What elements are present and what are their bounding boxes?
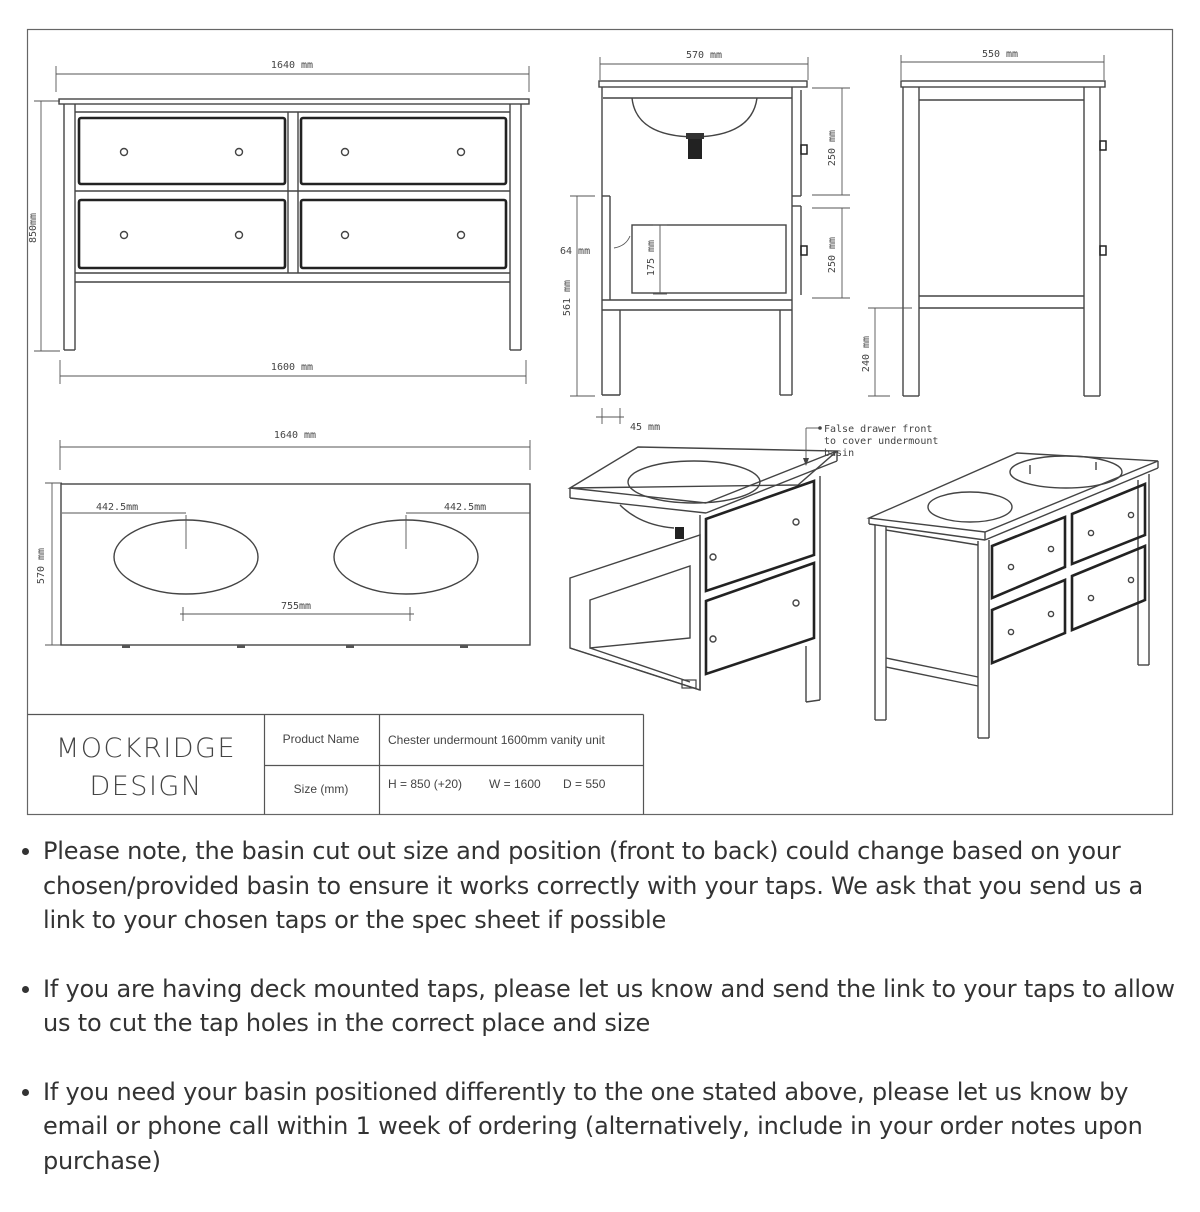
dim-basin-right-offset: 442.5mm	[444, 502, 487, 513]
side-section	[560, 50, 850, 433]
product-name-label: Product Name	[282, 732, 360, 746]
dim-side-depth: 570 mm	[685, 50, 723, 61]
drawing-frame	[28, 30, 1173, 815]
dim-plan-width: 1640 mm	[273, 430, 317, 441]
false-drawer-note-2: to cover undermount	[824, 436, 939, 447]
dim-basin-centres: 755mm	[280, 601, 312, 612]
size-label: Size (mm)	[293, 782, 349, 796]
dim-base-width: 1600 mm	[270, 362, 314, 373]
plan-view	[36, 430, 530, 648]
size-height: H = 850 (+20)	[388, 777, 463, 791]
dim-shelf-175: 175 mm	[646, 239, 657, 277]
brand-line-1: MOCKRIDGE	[55, 733, 237, 764]
title-block	[28, 715, 644, 815]
size-depth: D = 550	[563, 777, 606, 791]
note-deck-taps: If you are having deck mounted taps, please let us know and send the link to your taps to allow us to cut the tap holes in the correct place and size	[20, 972, 1185, 1041]
false-drawer-note-1: False drawer front	[824, 424, 933, 435]
false-drawer-note-3: basin	[824, 448, 855, 459]
dim-open-561: 561 mm	[562, 279, 573, 317]
dim-drawer-1: 250 mm	[827, 129, 838, 167]
dim-leg-240: 240 mm	[861, 335, 872, 373]
dim-basin-left-offset: 442.5mm	[96, 502, 139, 513]
dim-height: 850mm	[28, 212, 39, 244]
dim-plan-depth: 570 mm	[36, 547, 47, 585]
dim-leg-45: 45 mm	[630, 422, 661, 433]
note-basin-cutout: Please note, the basin cut out size and position (front to back) could change based on your chosen/provided basin to ensure it works correctly with your taps. We ask that you send us a link to your chosen taps or the spec sheet if possible	[20, 834, 1185, 938]
dim-inset-64: 64 mm	[560, 246, 591, 257]
dim-top-width: 1640 mm	[270, 60, 314, 71]
size-width: W = 1600	[489, 777, 541, 791]
full-isometric	[869, 453, 1158, 738]
product-name-value: Chester undermount 1600mm vanity unit	[388, 733, 605, 747]
brand-line-2: DESIGN	[89, 771, 203, 802]
front-elevation	[28, 60, 529, 384]
dim-drawer-2: 250 mm	[827, 236, 838, 274]
cutaway-isometric	[570, 424, 938, 702]
side-elevation	[861, 49, 1106, 396]
notes-list	[20, 834, 1185, 1212]
dim-side-depth-right: 550 mm	[981, 49, 1019, 60]
note-basin-position: If you need your basin positioned differently to the one stated above, please let us know by email or phone call within 1 week of ordering (alternatively, include in your order notes upon purchase)	[20, 1075, 1185, 1179]
